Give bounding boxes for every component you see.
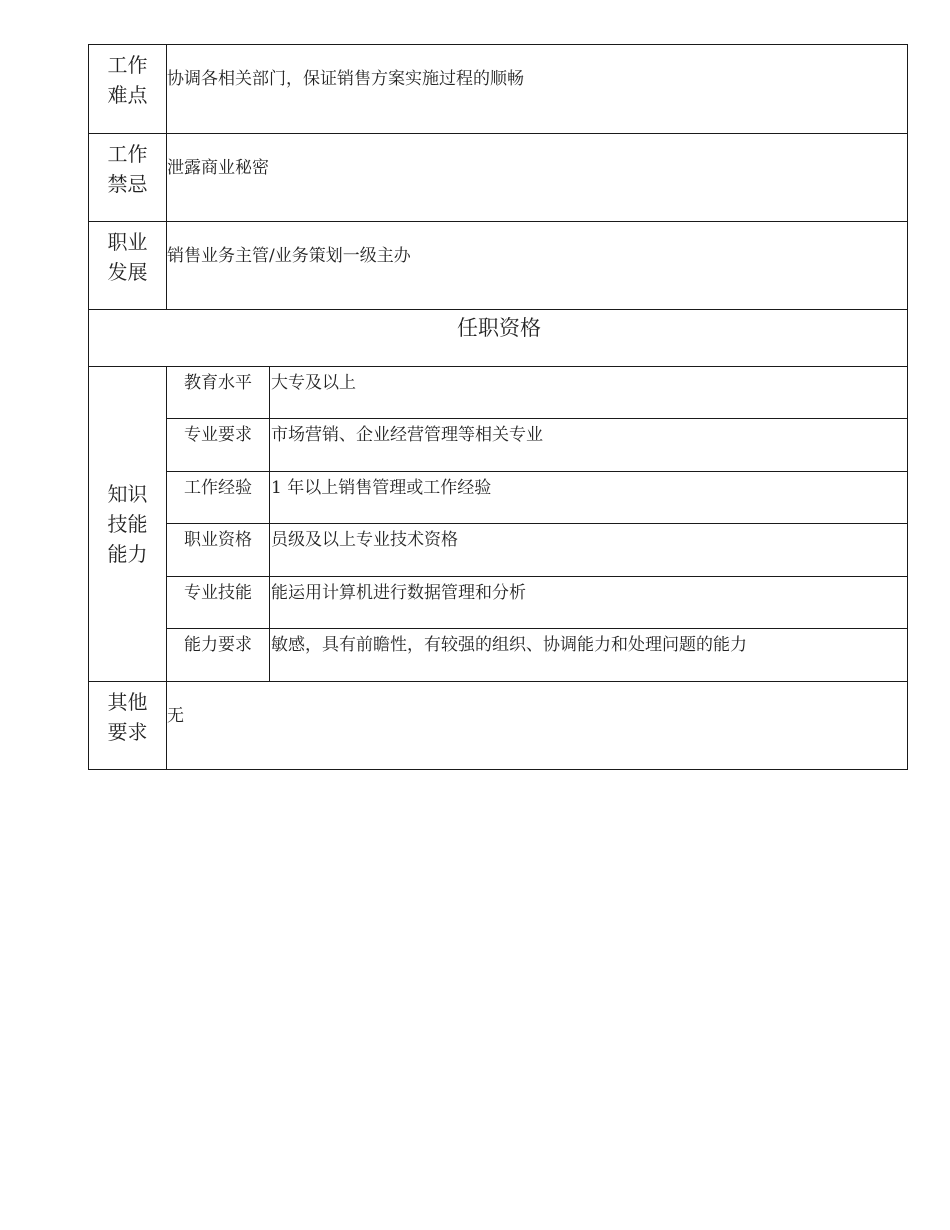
other-requirements-value: 无 xyxy=(167,682,908,770)
certification-value: 员级及以上专业技术资格 xyxy=(270,524,908,577)
major-label: 专业要求 xyxy=(167,419,270,472)
education-label: 教育水平 xyxy=(167,367,270,419)
row-work-difficulty xyxy=(89,45,908,134)
qualification-row xyxy=(89,419,908,472)
work-taboo-label: 工作 禁忌 xyxy=(89,134,167,222)
major-value: 市场营销、企业经营管理等相关专业 xyxy=(270,419,908,472)
knowledge-skills-label: 知识 技能 能力 xyxy=(89,367,167,682)
ability-value: 敏感，具有前瞻性，有较强的组织、协调能力和处理问题的能力 xyxy=(270,629,908,682)
career-development-value: 销售业务主管/业务策划一级主办 xyxy=(167,222,908,310)
professional-skill-label: 专业技能 xyxy=(167,577,270,629)
experience-value: 1 年以上销售管理或工作经验 xyxy=(270,472,908,524)
work-difficulty-value: 协调各相关部门，保证销售方案实施过程的顺畅 xyxy=(167,45,908,134)
row-other-requirements xyxy=(89,682,908,770)
education-value: 大专及以上 xyxy=(270,367,908,419)
experience-label: 工作经验 xyxy=(167,472,270,524)
qualification-title: 任职资格 xyxy=(89,310,908,367)
professional-skill-value: 能运用计算机进行数据管理和分析 xyxy=(270,577,908,629)
job-description-table xyxy=(88,44,908,770)
qualification-row xyxy=(89,629,908,682)
work-difficulty-label: 工作 难点 xyxy=(89,45,167,134)
certification-label: 职业资格 xyxy=(167,524,270,577)
ability-label: 能力要求 xyxy=(167,629,270,682)
other-requirements-label: 其他 要求 xyxy=(89,682,167,770)
work-taboo-value: 泄露商业秘密 xyxy=(167,134,908,222)
row-career-development xyxy=(89,222,908,310)
qualification-row xyxy=(89,577,908,629)
qualification-row xyxy=(89,524,908,577)
row-qualification-title xyxy=(89,310,908,367)
qualification-row xyxy=(89,367,908,419)
row-work-taboo xyxy=(89,134,908,222)
career-development-label: 职业 发展 xyxy=(89,222,167,310)
qualification-row xyxy=(89,472,908,524)
